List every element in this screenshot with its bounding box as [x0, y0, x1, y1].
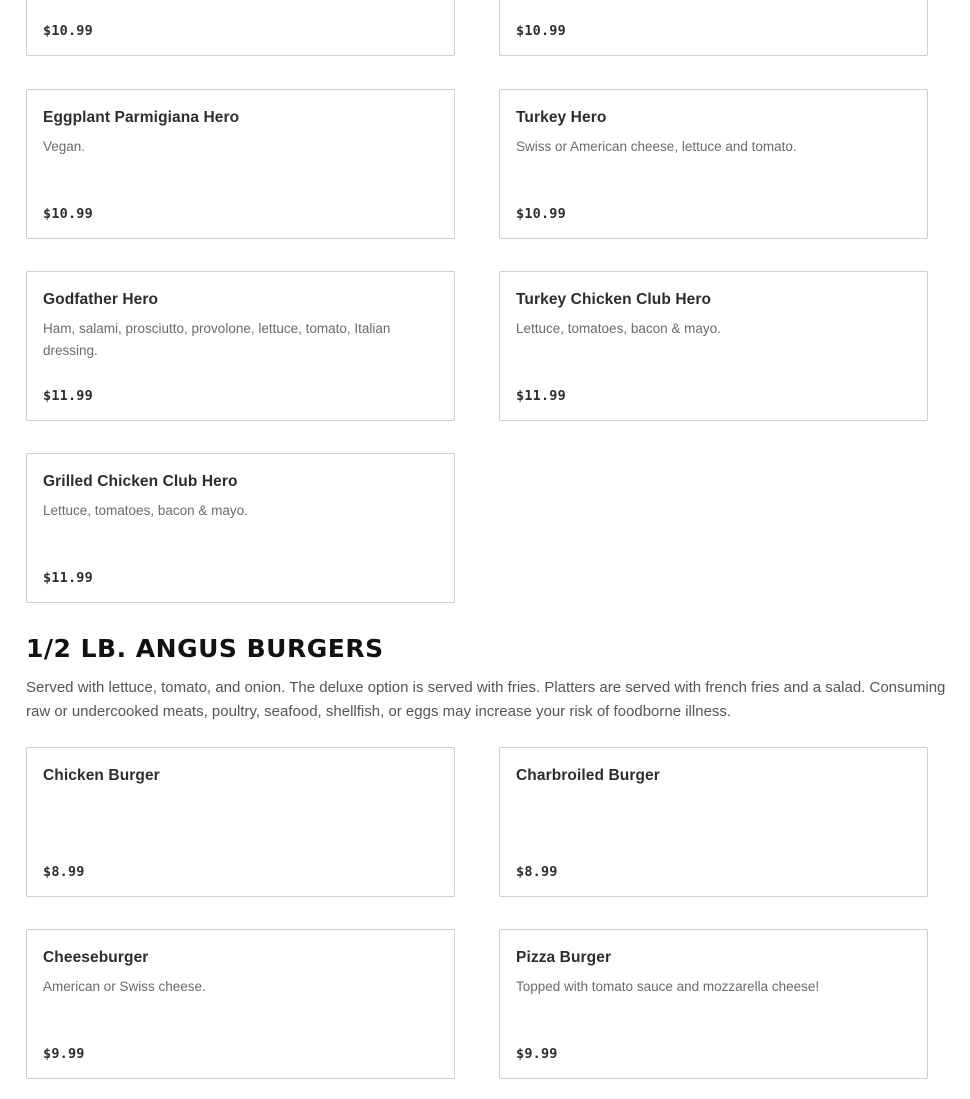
- menu-item-description: Ham, salami, prosciutto, provolone, lettuce, tomato, Italian dressing.: [43, 321, 391, 358]
- menu-item-price: $11.99: [43, 570, 93, 586]
- menu-item-name: Eggplant Parmigiana Hero: [43, 109, 240, 126]
- menu-item-card[interactable]: [499, 0, 928, 56]
- menu-item-name: Cheeseburger: [43, 949, 149, 966]
- menu-item-price: $9.99: [516, 1046, 558, 1062]
- menu-item-name: Pizza Burger: [516, 949, 612, 966]
- menu-item-price: $8.99: [516, 864, 558, 880]
- menu-item-description: Swiss or American cheese, lettuce and tomato.: [516, 139, 797, 154]
- menu-item-card[interactable]: [26, 929, 455, 1079]
- menu-item-description: Lettuce, tomatoes, bacon & mayo.: [516, 321, 721, 336]
- menu-item-card[interactable]: [499, 929, 928, 1079]
- menu-item-name: Chicken Burger: [43, 767, 160, 784]
- menu-item-price: $10.99: [516, 206, 566, 222]
- menu-item-description: American or Swiss cheese.: [43, 979, 206, 994]
- menu-item-card[interactable]: [499, 89, 928, 239]
- menu-item-price: $9.99: [43, 1046, 85, 1062]
- menu-item-name: Charbroiled Burger: [516, 767, 660, 784]
- menu-item-price: $10.99: [43, 206, 93, 222]
- menu-item-price: $11.99: [43, 388, 93, 404]
- menu-item-price: $8.99: [43, 864, 85, 880]
- menu-item-name: Turkey Hero: [516, 109, 607, 126]
- menu-item-name: Godfather Hero: [43, 291, 159, 308]
- menu-item-card[interactable]: [26, 453, 455, 603]
- menu-item-description: Vegan.: [43, 139, 86, 154]
- menu-item-card[interactable]: [26, 747, 455, 897]
- menu-item-name: Turkey Chicken Club Hero: [516, 291, 712, 308]
- menu-item-card[interactable]: [499, 271, 928, 421]
- section-description: Served with lettuce, tomato, and onion. The deluxe option is served with fries. Platters are served with french fries and a salad. Consuming raw or undercooked meats, poultry, seafood, shellfish, or eggs may increase your risk of foodborne illness.: [26, 679, 946, 720]
- menu-item-price: $10.99: [516, 23, 566, 39]
- section-title: 1/2 LB. ANGUS BURGERS: [26, 634, 384, 663]
- menu-item-card[interactable]: [26, 0, 455, 56]
- menu-item-price: $11.99: [516, 388, 566, 404]
- menu-item-card[interactable]: [26, 271, 455, 421]
- menu-item-name: Grilled Chicken Club Hero: [43, 473, 238, 490]
- menu-item-description: Lettuce, tomatoes, bacon & mayo.: [43, 503, 248, 518]
- menu-item-description: Topped with tomato sauce and mozzarella cheese!: [516, 979, 820, 994]
- menu-item-card[interactable]: [26, 89, 455, 239]
- menu-item-price: $10.99: [43, 23, 93, 39]
- menu-item-card[interactable]: [499, 747, 928, 897]
